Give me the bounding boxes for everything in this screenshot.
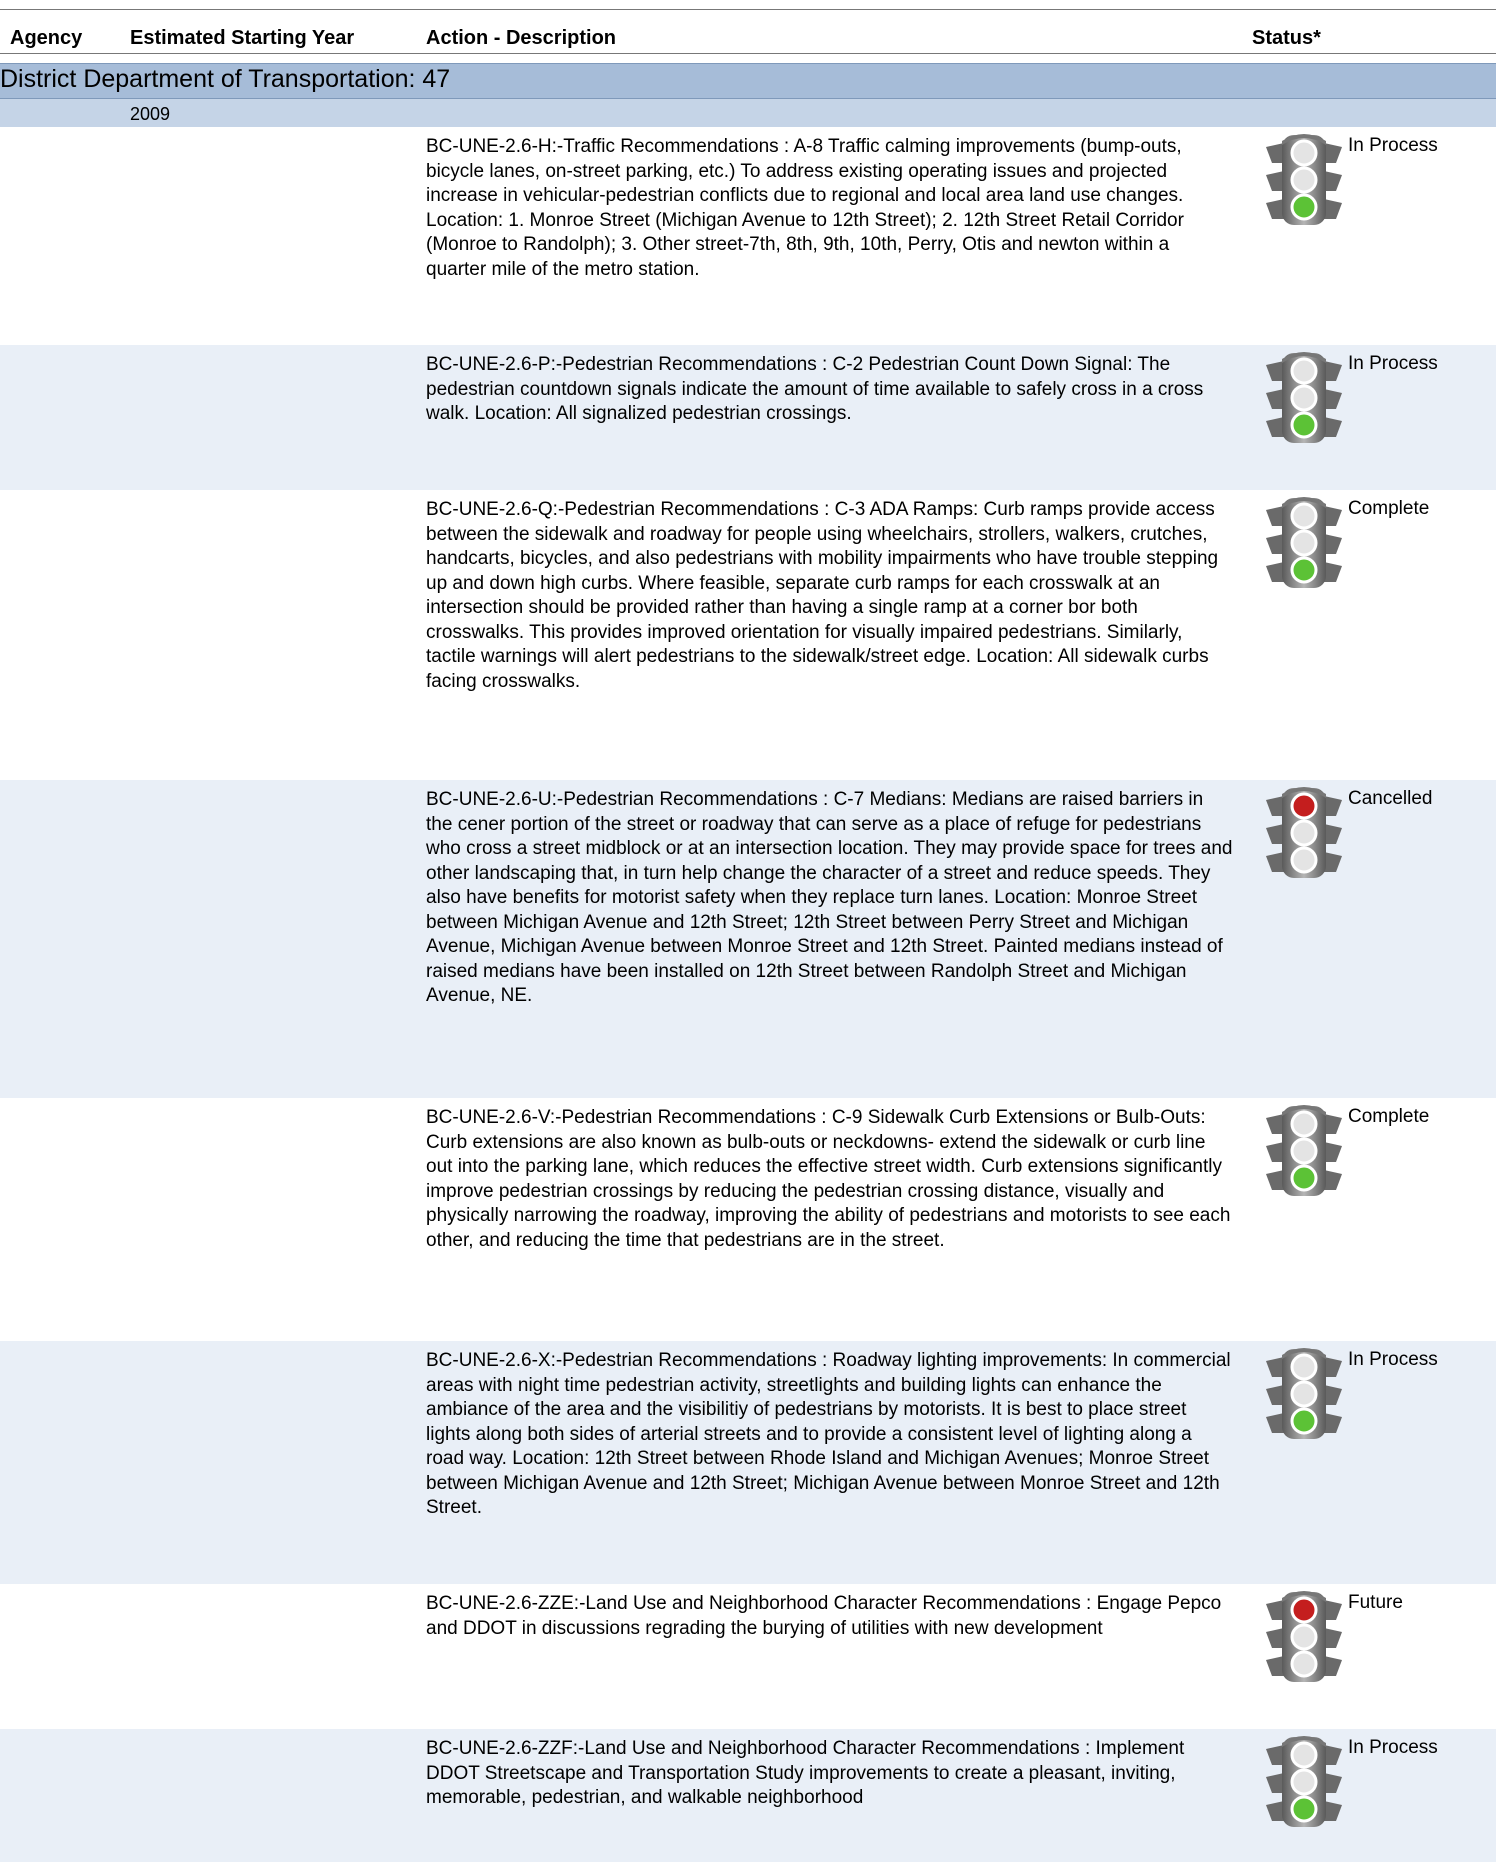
table-row <box>0 1729 1496 1862</box>
green-light-icon <box>1262 351 1346 445</box>
red-light-icon <box>1262 786 1346 880</box>
action-description: BC-UNE-2.6-Q:-Pedestrian Recommendations : C-3 ADA Ramps: Curb ramps provide access between the sidewalk and roadway for people using wheelchairs, strollers, walkers, crutches, handcarts, bicycles, and also pedestrians with mobility impairments who have trouble stepping up and down high curbs. Where feasible, separate curb ramps for each crosswalk at an intersection should be provided rather than having a single ramp at a corner bor both crosswalks. This provides improved orientation for visually impaired pedestrians. Similarly, tactile warnings will alert pedestrians to the sidewalk/street edge. Location: All sidewalk curbs facing crosswalks. <box>426 499 1219 692</box>
column-header-action: Action - Description <box>426 27 617 49</box>
green-light-icon <box>1262 496 1346 590</box>
action-description: BC-UNE-2.6-U:-Pedestrian Recommendations : C-7 Medians: Medians are raised barriers in the cener portion of the street or roadway that can serve as a place of refuge for pedestrians who cross a street midblock or at an intersection location. They may provide space for trees and other landscaping that, in turn help change the character of a street and reduce speeds. They also have benefits for motorist safety when they replace turn lanes. Location: Monroe Street between Michigan Avenue and 12th Street; 12th Street between Perry Street and Michigan Avenue, Michigan Avenue between Monroe Street and 12th Street. Painted medians instead of raised medians have been installed on 12th Street between Randolph Street and Michigan Avenue, NE. <box>426 789 1233 1006</box>
year-band <box>0 99 1496 127</box>
group-title: District Department of Transportation: 47 <box>0 65 451 93</box>
table-row <box>0 780 1496 1098</box>
table-row <box>0 1584 1496 1729</box>
column-header-status: Status* <box>1252 27 1321 49</box>
status-label: In Process <box>1348 1349 1438 1370</box>
status-label: Cancelled <box>1348 788 1433 809</box>
red-light-icon <box>1262 1590 1346 1684</box>
action-description: BC-UNE-2.6-H:-Traffic Recommendations : A-8 Traffic calming improvements (bump-outs, bicycle lanes, on-street parking, etc.) To address existing operating issues and projected increase in vehicular-pedestrian conflicts due to regional and local area land use changes. Location: 1. Monroe Street (Michigan Avenue to 12th Street); 2. 12th Street Retail Corridor (Monroe to Randolph); 3. Other street-7th, 8th, 9th, 10th, Perry, Otis and newton within a quarter mile of the metro station. <box>426 136 1184 280</box>
green-light-icon <box>1262 133 1346 227</box>
group-year: 2009 <box>130 104 171 124</box>
status-label: In Process <box>1348 1737 1438 1758</box>
status-label: Future <box>1348 1592 1403 1613</box>
green-light-icon <box>1262 1104 1346 1198</box>
table-row <box>0 127 1496 345</box>
action-description: BC-UNE-2.6-ZZE:-Land Use and Neighborhood Character Recommendations : Engage Pepco and DDOT in discussions regrading the burying of utilities with new development <box>426 1593 1222 1639</box>
green-light-icon <box>1262 1735 1346 1829</box>
green-light-icon <box>1262 1347 1346 1441</box>
table-row <box>0 1098 1496 1341</box>
status-label: In Process <box>1348 353 1438 374</box>
status-label: Complete <box>1348 1106 1430 1127</box>
status-label: Complete <box>1348 498 1430 519</box>
action-description: BC-UNE-2.6-ZZF:-Land Use and Neighborhood Character Recommendations : Implement DDOT Streetscape and Transportation Study improvements to create a pleasant, inviting, memorable, pedestrian, and walkable neighborhood <box>426 1738 1185 1808</box>
table-row <box>0 345 1496 490</box>
action-description: BC-UNE-2.6-V:-Pedestrian Recommendations : C-9 Sidewalk Curb Extensions or Bulb-Outs: Curb extensions are also known as bulb-outs or neckdowns- extend the sidewalk or curb line out into the parking lane, which reduces the effective street width. Curb extensions significantly improve pedestrian crossings by reducing the pedestrian crossing distance, visually and physically narrowing the roadway, improving the ability of pedestrians and motorists to see each other, and reducing the time that pedestrians are in the street. <box>426 1107 1231 1251</box>
header-rule <box>0 53 1496 54</box>
table-row <box>0 1341 1496 1584</box>
top-rule <box>0 9 1496 10</box>
action-description: BC-UNE-2.6-X:-Pedestrian Recommendations : Roadway lighting improvements: In commercial areas with night time pedestrian activity, streetlights and building lights can enhance the ambiance of the area and the visibilitiy of pedestrians by motorists. It is best to place street lights along both sides of arterial streets and to provide a consistent level of lighting along a road way. Location: 12th Street between Rhode Island and Michigan Avenues; Monroe Street between Michigan Avenue and 12th Street; Michigan Avenue between Monroe Street and 12th Street. <box>426 1350 1231 1518</box>
action-description: BC-UNE-2.6-P:-Pedestrian Recommendations : C-2 Pedestrian Count Down Signal: The pedestrian countdown signals indicate the amount of time available to safely cross in a cross walk. Location: All signalized pedestrian crossings. <box>426 354 1204 424</box>
status-label: In Process <box>1348 135 1438 156</box>
column-header-agency: Agency <box>10 27 83 49</box>
column-header-year: Estimated Starting Year <box>130 27 355 49</box>
table-row <box>0 490 1496 780</box>
